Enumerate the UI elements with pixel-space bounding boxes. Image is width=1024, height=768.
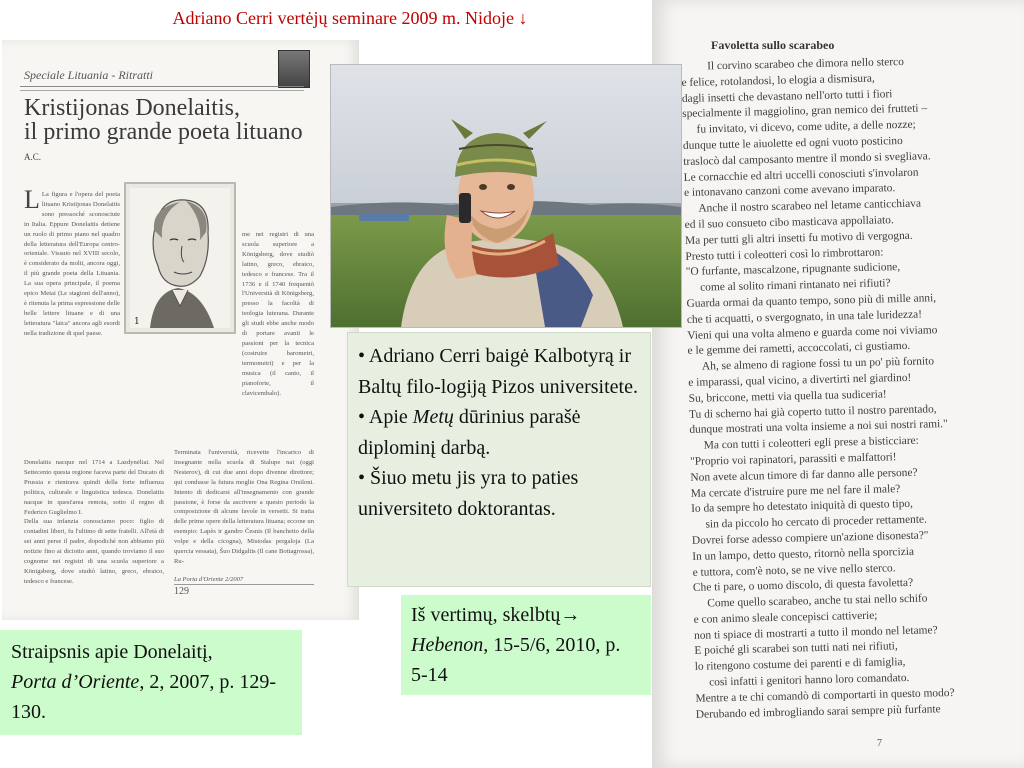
poem-title: Favoletta sullo scarabeo bbox=[711, 38, 835, 52]
article-col1c-text: Della sua infanzia conosciamo poco: figlio di contadini liberi, fu l'ultimo di sette fratelli. All'età di sei anni perse il padre, dopodiché non abbiamo più notizie fino ai diciotto anni, quando troviamo il suo cognome nei registri di una scuola superiore a Königsberg, dove studiò latino, greco, ebraico, tedesco e francese. bbox=[24, 518, 164, 585]
poem-line: lo ritengono costume dei parenti e di famiglia, bbox=[694, 656, 906, 674]
left-page-number: 129 bbox=[174, 586, 189, 597]
article-source-line1: Straipsnis apie Donelaitį, bbox=[11, 641, 213, 663]
poem-line: Vieni qui una volta almeno e guarda come noi viviamo bbox=[687, 323, 938, 342]
article-source-details: , 2, 2007, p. 129-130. bbox=[11, 671, 276, 723]
poem-line: Ma per tutti gli altri insetti fu motivo di vergogna. bbox=[684, 229, 913, 247]
bio-point-2-pre: • Apie bbox=[358, 406, 413, 428]
poem-line: Ah, se almeno di ragione fossi tu un po' più fornito bbox=[701, 355, 935, 373]
translation-source-line1: Iš vertimų, skelbtų→ bbox=[411, 604, 581, 626]
right-scanned-page bbox=[652, 0, 1024, 768]
poem-line: Io da sempre ho detestato iniquità di questo tipo, bbox=[691, 498, 914, 516]
poem-line: "Proprio voi rapinatori, parassiti e malfattori! bbox=[689, 451, 897, 468]
slide-title: Adriano Cerri vertėjų seminare 2009 m. Nidoje ↓ bbox=[172, 8, 528, 28]
translation-source-box bbox=[401, 595, 651, 695]
poem-line: e con animo sleale concepisci cattiverie; bbox=[693, 609, 878, 626]
poem-line: e imparassi, qual vicino, a divertirti nel giardino! bbox=[688, 371, 912, 389]
poem-line: Che ti pare, o uomo discolo, di questa favoletta? bbox=[692, 577, 914, 595]
article-col1-text: La figura e l'opera del poeta lituano Kristijonas Donelaitis sono pressoché sconosciute in Italia. Eppure Donelaitis detiene un ruolo di primo piano nel quadro della letteratura dell'Europa centro-orientale. Vissuto nel XVIII secolo, è considerato da molti, ancora oggi, il più grande poeta della Lituania. La sua opera principale, il poema epico Metai (Le stagioni dell'anno), è ritenuta la prima espressione delle belle lettere lituane e di una letteratura "laica" ancora agli esordi nella tradizione di quel paese. bbox=[24, 191, 120, 337]
poem-line: fu invitato, vi dicevo, come udite, a delle nozze; bbox=[696, 118, 916, 136]
poem-line: In un lampo, detto questo, ritornò nella sporcizia bbox=[692, 545, 915, 563]
poem-line: Dovrei forse adesso compiere un'azione disonesta?" bbox=[691, 529, 929, 547]
translation-source-rest bbox=[411, 630, 641, 690]
poem-line: Ma con tutti i coleotteri egli prese a bisticciare: bbox=[703, 434, 919, 452]
poem-line: Su, briccone, metti via quella tua sudiceria! bbox=[688, 388, 887, 405]
article-title-line1: Kristijonas Donelaitis, bbox=[24, 95, 240, 121]
poem-line: Presto tutti i coleotteri così lo rimbrottaron: bbox=[685, 246, 884, 263]
poem-line: come al solito rimani rintanato nei rifiuti? bbox=[700, 277, 891, 294]
poem-line: E poiché gli scarabei son tutti nati nei rifiuti, bbox=[694, 640, 898, 658]
poem-line: e intonavano canzoni come avevano imparato. bbox=[683, 182, 896, 200]
bio-point-1: • Adriano Cerri baigė Kalbotyrą ir Baltų filo-logiją Pizos universitete. bbox=[358, 345, 638, 398]
poem-line: così infatti i genitori hanno loro comandato. bbox=[708, 672, 910, 689]
poem-line: Guarda ormai da quanto tempo, sono più di mille anni, bbox=[686, 292, 937, 310]
footer-rule bbox=[174, 584, 314, 585]
page-footer-source: La Porta d'Oriente 2/2007 bbox=[174, 576, 244, 583]
poem-line: traslocò dal camposanto mentre il mondo si svegliava. bbox=[683, 150, 931, 168]
drop-cap: L bbox=[24, 185, 40, 214]
header-rule-2 bbox=[20, 90, 304, 91]
poem-line: non ti spiace di mostrarti a tutto il mondo nel letame? bbox=[693, 624, 938, 642]
bio-point-2-title: Metų bbox=[412, 406, 454, 428]
article-author: A.C. bbox=[24, 152, 42, 162]
article-column-1-top bbox=[24, 185, 120, 339]
article-column-2-top bbox=[242, 230, 314, 398]
bio-point-2-post: dūrinius parašė diplominį darbą. bbox=[358, 406, 581, 459]
article-column-2-bottom bbox=[174, 448, 314, 567]
article-source-box bbox=[0, 630, 302, 735]
article-column-1-bottom bbox=[24, 458, 164, 587]
poem-line: dunque tutte le aiuolette ed ogni vuoto posticino bbox=[682, 134, 903, 152]
article-col2-text: me nei registri di una scuola superiore a Königsberg, dove studiò latino, greco, ebraico, tedesco e francese. Tra il 1736 e il 1740 frequentò l'Università di Königsberg, presso la facoltà di teologia luterana. Durante gli studi ebbe anche modo di portare avanti le passioni per la tecnica (costruire barometri, termometri) e per la musica (il canto, il pianoforte, il clavicembalo). bbox=[242, 231, 314, 397]
poem-line: Le cornacchie ed altri uccelli conosciuti s'involaron bbox=[683, 166, 919, 184]
poem-line: Ma cercate d'istruire pure me nel fare il male? bbox=[690, 482, 901, 500]
poem-line: e le gemme dei rametti, accoccolati, ci gustiamo. bbox=[687, 340, 911, 358]
bio-point-3: • Šiuo metu jis yra to paties universiteto doktorantas. bbox=[358, 467, 579, 520]
poem-text bbox=[681, 53, 1024, 724]
poem-line: ed il suo consueto cibo masticava appollaiato. bbox=[684, 214, 894, 231]
poem-line: "O furfante, mascalzone, ripugnante sudicione, bbox=[685, 261, 901, 279]
right-page-number: 7 bbox=[877, 738, 882, 749]
poem-line: Non avete alcun timore di far danno alle persone? bbox=[690, 466, 918, 484]
bio-text-box bbox=[347, 332, 651, 587]
poem-line: dunque mostrati una volta insieme a noi sui nostri rami." bbox=[689, 418, 948, 437]
poem-line: Tu di scherno hai già coperto tutto il nostro parentado, bbox=[688, 402, 937, 421]
translation-source-details: , 15-5/6, 2010, p. 5-14 bbox=[411, 634, 621, 686]
donelaitis-portrait bbox=[124, 182, 236, 334]
left-scanned-page bbox=[2, 40, 359, 620]
bio-point-2 bbox=[358, 402, 642, 463]
poem-line: che ti acquatti, o svergognato, in una tale luridezza! bbox=[686, 308, 923, 326]
article-title-line2: il primo grande poeta lituano bbox=[24, 119, 303, 145]
poem-line: Mentre a te chi comandò di comportarti in questo modo? bbox=[695, 686, 955, 705]
article-col1b-text: Donelaitis nacque nel 1714 a Lazdynėliai. Nel Settecento questa regione faceva parte del Ducato di Prussia e rientrava quindi della forte influenza politica, culturale e linguistica tedesca. Donelaitis nacque in quest'area remota, sotto il regno di Federico Guglielmo I. bbox=[24, 459, 164, 516]
poem-line: Il corvino scarabeo che dimora nello sterco bbox=[707, 55, 904, 73]
poem-line: Anche il nostro scarabeo nel letame canticchiava bbox=[698, 197, 922, 215]
header-rule bbox=[20, 86, 304, 87]
translation-source-journal: Hebenon bbox=[411, 634, 484, 656]
article-col2b-text: Terminata l'università, ricevette l'incarico di insegnante nella scuola di Stalupe nai (oggi Nesterov), di cui due anni dopo divenne direttore; qui condusse la futura moglie Ona Regina Orsiloni. Intento di dedicarsi all'insegnamento con grande passione, è forse da ascrivere a questo periodo la composizione di alcune favole in versetti. Si tratta delle prime opere della letteratura lituana; eccone un esempio: Lapès ir gandro Česnis (Il banchetto della volpe e della cicogna), Mistodas pergaloja (La quercia vessata), Šuo Didgaltis (Il cane Bottagrossa), Ru- bbox=[174, 449, 314, 565]
svg-text:1: 1 bbox=[134, 317, 140, 327]
article-source-rest bbox=[11, 667, 291, 727]
poem-line: Come quello scarabeo, anche tu stai nello schifo bbox=[707, 592, 928, 610]
poem-line: Derubando ed imbrogliando sarai sempre più furfante bbox=[695, 702, 941, 721]
article-title bbox=[24, 96, 303, 144]
photo-adriano-cerri bbox=[330, 64, 682, 328]
poem-line: sin da piccolo ho cercato di proceder rettamente. bbox=[705, 513, 928, 531]
section-header: Speciale Lituania - Ritratti bbox=[24, 68, 153, 82]
poem-line: e tuttora, com'è noto, se ne vive nello sterco. bbox=[692, 561, 896, 579]
poem-line: specialmente il maggiolino, gran nemico dei frutteti – bbox=[682, 102, 928, 121]
header-thumbnail bbox=[278, 50, 310, 88]
poem-line: dagli insetti che devastano nell'orto tutti i fiori bbox=[681, 87, 893, 105]
poem-line: e felice, rotolandosi, lo elogia a dismisura, bbox=[681, 72, 875, 89]
article-source-journal: Porta d’Oriente bbox=[11, 671, 140, 693]
